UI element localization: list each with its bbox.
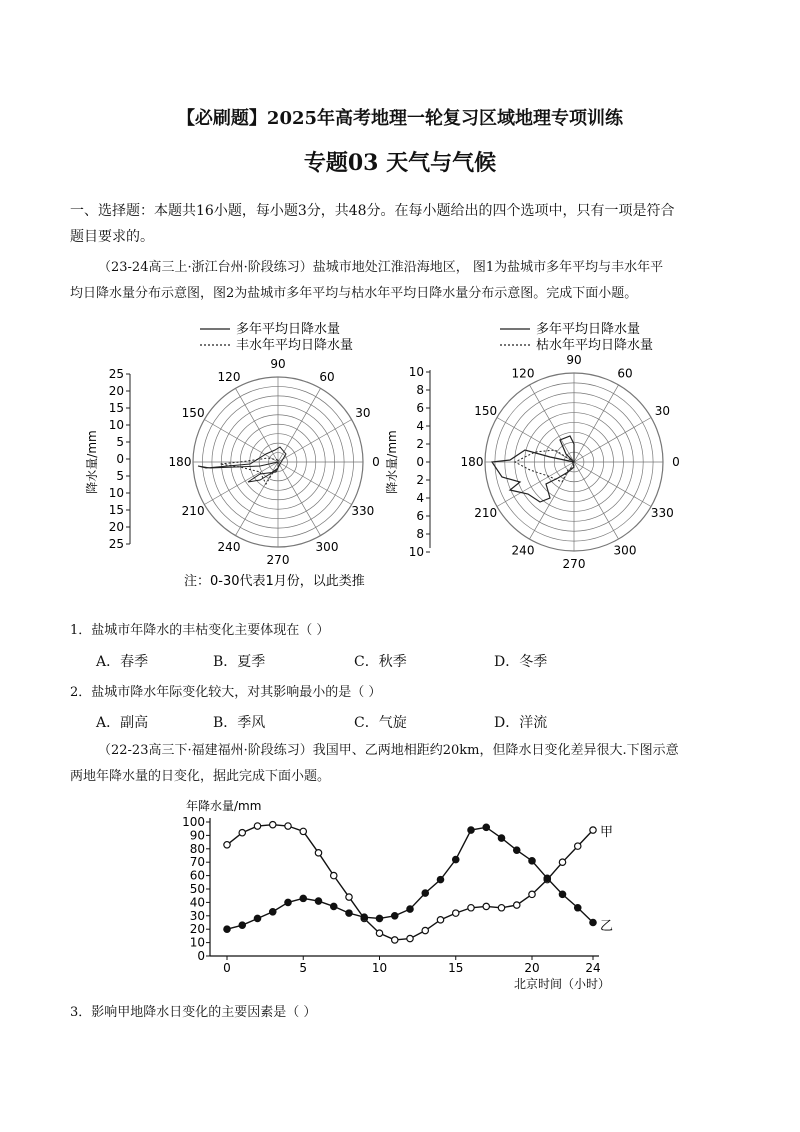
polar-angle-label: 240 — [217, 539, 241, 554]
question-1-stem: 1．盐城市年降水的丰枯变化主要体现在（ ） — [70, 623, 330, 638]
data-point-yi — [483, 824, 489, 830]
axis-label-right: 降水量/mm — [385, 430, 399, 494]
x-tick-label: 15 — [448, 961, 464, 975]
data-point-jia — [498, 905, 504, 911]
y-tick-label: 30 — [189, 908, 205, 923]
polar-grid-left — [169, 357, 380, 567]
scale-tick-label: 6 — [416, 401, 424, 415]
data-point-jia — [346, 894, 352, 900]
series-line-jia — [227, 825, 593, 940]
polar-angle-label: 240 — [511, 543, 535, 558]
data-point-yi — [300, 895, 306, 901]
y-tick-label: 70 — [189, 855, 205, 870]
passage-2-line-2: 两地年降水量的日变化，据此完成下面小题。 — [70, 769, 331, 784]
q2-option-d[interactable]: D．洋流 — [494, 715, 548, 731]
q2-option-b[interactable]: B．季风 — [213, 715, 266, 731]
data-point-jia — [376, 930, 382, 936]
scale-tick-label: 10 — [108, 418, 124, 432]
axis-label-left: 降水量/mm — [85, 430, 99, 494]
polar-angle-label: 180 — [460, 455, 484, 469]
instructions-line-1: 一、选择题：本题共16小题，每小题3分，共48分。在每小题给出的四个选项中，只有一项是符合 — [70, 203, 675, 219]
x-tick-label: 0 — [223, 961, 231, 975]
data-point-yi — [468, 827, 474, 833]
y-tick-label: 100 — [182, 815, 205, 829]
data-point-jia — [514, 902, 520, 908]
polar-angle-label: 330 — [650, 506, 674, 520]
data-point-jia — [453, 910, 459, 916]
polar-angle-label: 120 — [511, 366, 535, 381]
data-point-jia — [300, 828, 306, 834]
y-tick-label: 0 — [197, 949, 205, 963]
data-point-jia — [392, 937, 398, 943]
question-3 — [70, 1000, 735, 1026]
polar-angle-label: 300 — [315, 539, 339, 554]
polar-angle-label: 150 — [181, 406, 205, 420]
legend-dotted-label-2: 枯水年平均日降水量 — [536, 338, 654, 353]
x-tick-label: 5 — [299, 961, 308, 975]
scale-tick-label: 8 — [416, 383, 424, 397]
data-point-jia — [590, 827, 596, 833]
data-point-jia — [407, 935, 413, 941]
q1-option-b[interactable]: B．夏季 — [213, 654, 266, 670]
passage-1-line-1: （23-24高三上·浙江台州·阶段练习）盐城市地处江淮沿海地区， 图1为盐城市多年平均与丰水年平 — [98, 260, 664, 275]
scale-tick-label: 10 — [108, 486, 124, 500]
y-tick-label: 90 — [189, 828, 205, 843]
polar-angle-label: 90 — [270, 357, 286, 371]
question-1 — [70, 618, 735, 644]
scale-tick-label: 5 — [116, 435, 124, 449]
polar-angle-label: 210 — [181, 504, 205, 518]
data-point-yi — [331, 903, 337, 909]
data-point-yi — [453, 856, 459, 862]
polar-angle-label: 270 — [562, 557, 586, 571]
y-tick-label: 10 — [189, 935, 205, 950]
data-point-yi — [529, 858, 535, 864]
data-point-yi — [346, 910, 352, 916]
passage-1-line-2: 均日降水量分布示意图，图2为盐城市多年平均与枯水年平均日降水量分布示意图。完成下面小题。 — [70, 286, 638, 301]
data-point-yi — [575, 905, 581, 911]
question-2-stem: 2．盐城市降水年际变化较大，对其影响最小的是（ ） — [70, 685, 382, 700]
chart-y-label: 年降水量/mm — [186, 799, 262, 813]
x-tick-label: 20 — [524, 961, 540, 975]
data-point-yi — [376, 915, 382, 921]
data-point-yi — [270, 909, 276, 915]
y-tick-label: 20 — [189, 922, 205, 937]
data-point-jia — [239, 830, 245, 836]
chart-axes — [182, 815, 601, 975]
chart-series — [224, 821, 596, 943]
y-tick-label: 80 — [189, 841, 205, 856]
polar-figures — [85, 312, 710, 597]
data-point-yi — [254, 915, 260, 921]
legend-solid-label-2: 多年平均日降水量 — [536, 322, 641, 337]
scale-tick-label: 0 — [416, 455, 424, 469]
scale-tick-label: 10 — [408, 365, 424, 379]
polar-angle-label: 30 — [355, 406, 371, 420]
data-point-yi — [239, 922, 245, 928]
data-point-yi — [559, 891, 565, 897]
data-point-jia — [437, 917, 443, 923]
scale-tick-label: 2 — [416, 473, 424, 487]
y-tick-label: 60 — [189, 868, 205, 883]
data-point-yi — [422, 890, 428, 896]
polar-angle-label: 180 — [168, 455, 192, 469]
y-tick-label: 40 — [189, 895, 205, 910]
scale-tick-label: 15 — [108, 503, 124, 517]
polar-angle-label: 60 — [617, 366, 633, 381]
data-point-jia — [483, 903, 489, 909]
polar-angle-label: 0 — [372, 455, 380, 469]
data-point-jia — [331, 872, 337, 878]
topic-title: 专题03 天气与气候 — [303, 150, 497, 176]
series-label-jia: 甲 — [600, 825, 614, 840]
polar-figure-1 — [84, 321, 380, 567]
x-tick-label: 24 — [585, 961, 601, 975]
data-point-yi — [392, 913, 398, 919]
figure-note: 注：0-30代表1月份，以此类推 — [184, 574, 365, 589]
passage-2-line-1: （22-23高三下·福建福州·阶段练习）我国甲、乙两地相距约20km，但降水日变化差异很大.下图示意 — [98, 743, 679, 758]
scale-ticks-right — [409, 365, 430, 559]
scale-tick-label: 25 — [108, 367, 124, 381]
polar-angle-label: 0 — [672, 455, 680, 469]
chart-x-label: 北京时间（小时） — [513, 977, 610, 991]
data-point-yi — [498, 835, 504, 841]
data-point-jia — [315, 850, 321, 856]
paper-title: 【必刷题】2025年高考地理一轮复习区域地理专项训练 — [176, 108, 624, 129]
question-1-options — [96, 651, 696, 673]
legend-dotted-label: 丰水年平均日降水量 — [236, 338, 354, 353]
series-line-yi — [227, 827, 593, 929]
data-point-jia — [254, 823, 260, 829]
scale-tick-label: 8 — [416, 527, 424, 541]
data-point-yi — [407, 906, 413, 912]
data-point-jia — [529, 891, 535, 897]
passage-1 — [70, 255, 735, 307]
scale-tick-label: 20 — [108, 384, 124, 398]
question-3-stem: 3．影响甲地降水日变化的主要因素是（ ） — [70, 1005, 317, 1020]
scale-tick-label: 4 — [416, 419, 424, 433]
q1-option-c[interactable]: C．秋季 — [354, 654, 407, 670]
data-point-jia — [468, 905, 474, 911]
data-point-yi — [224, 926, 230, 932]
polar-angle-label: 60 — [319, 370, 335, 385]
y-tick-label: 50 — [189, 882, 205, 896]
data-point-jia — [224, 842, 230, 848]
data-point-jia — [559, 859, 565, 865]
legend-solid-label: 多年平均日降水量 — [236, 322, 341, 337]
q1-option-d[interactable]: D．冬季 — [494, 654, 548, 670]
polar-angle-label: 270 — [266, 553, 290, 567]
question-2-options — [96, 712, 696, 734]
scale-tick-label: 15 — [108, 401, 124, 415]
scale-tick-label: 4 — [416, 491, 424, 505]
data-point-jia — [575, 843, 581, 849]
scale-tick-label: 10 — [408, 545, 424, 559]
data-point-yi — [285, 899, 291, 905]
question-2 — [70, 680, 735, 706]
q1-option-a[interactable]: A．春季 — [96, 654, 149, 670]
scale-tick-label: 25 — [108, 537, 124, 551]
scale-tick-label: 0 — [116, 452, 124, 466]
data-point-jia — [422, 927, 428, 933]
scale-tick-label: 5 — [116, 469, 124, 483]
data-point-yi — [544, 875, 550, 881]
scale-tick-label: 2 — [416, 437, 424, 451]
data-point-jia — [285, 823, 291, 829]
data-point-yi — [361, 914, 367, 920]
polar-figure-2 — [384, 321, 680, 571]
q2-option-a[interactable]: A．副高 — [96, 715, 149, 731]
polar-angle-label: 300 — [613, 543, 637, 558]
passage-2 — [70, 738, 735, 790]
rose-wet-year — [198, 447, 286, 482]
polar-angle-label: 210 — [474, 506, 498, 520]
data-point-yi — [590, 919, 596, 925]
polar-angle-label: 330 — [351, 504, 375, 518]
data-point-yi — [315, 898, 321, 904]
polar-angle-label: 120 — [217, 370, 241, 385]
diurnal-precipitation-chart — [180, 796, 640, 992]
instructions-line-2: 题目要求的。 — [70, 229, 154, 245]
q2-option-c[interactable]: C．气旋 — [354, 715, 407, 731]
scale-ticks-left — [109, 367, 130, 551]
section-instructions — [70, 198, 735, 250]
polar-angle-label: 90 — [566, 353, 582, 367]
scale-tick-label: 20 — [108, 520, 124, 534]
scale-tick-label: 6 — [416, 509, 424, 523]
data-point-yi — [437, 876, 443, 882]
x-tick-label: 10 — [371, 961, 388, 975]
polar-angle-label: 30 — [654, 404, 670, 418]
series-label-yi: 乙 — [600, 919, 614, 934]
data-point-jia — [270, 821, 276, 827]
data-point-yi — [514, 847, 520, 853]
polar-angle-label: 150 — [474, 404, 498, 418]
